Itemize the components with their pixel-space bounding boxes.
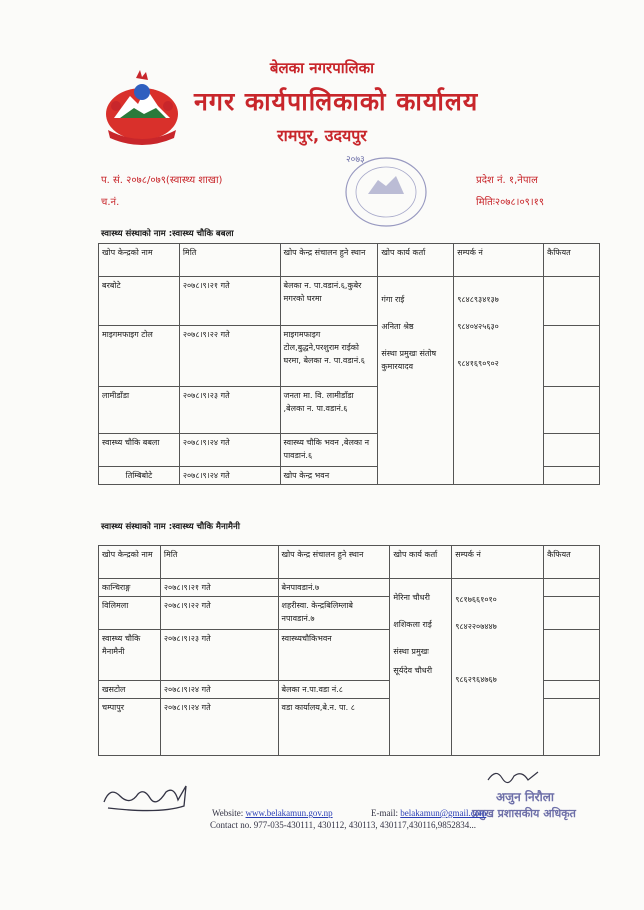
remarks-cell: [544, 579, 600, 597]
col-header: मिति: [160, 546, 278, 579]
center-date: २०७८।९।२१ गते: [179, 277, 280, 326]
table-row: [99, 579, 600, 597]
worker: संस्था प्रमुखः: [393, 647, 429, 656]
center-name: माइगमफाइग टोल: [99, 326, 180, 387]
contact: ९८६२९६४७६७: [455, 675, 497, 684]
col-header: खोप केन्द्रको नाम: [99, 244, 180, 277]
center-place: जनता मा. वि. लामीडाँडा ,बेलका न. पा.वडानं.६: [280, 387, 378, 434]
center-name: कान्चिराङ्ग: [99, 579, 161, 597]
remarks-cell: [544, 699, 600, 756]
left-signature: [100, 776, 196, 816]
signatory-title: प्रमुख प्रशासकीय अधिकृत: [472, 807, 576, 820]
col-header: खोप केन्द्र संचालन हुने स्थान: [280, 244, 378, 277]
worker: मेरिना चौधरी: [393, 593, 430, 602]
center-name: बरबोटे: [99, 277, 180, 326]
center-name: खसटोल: [99, 681, 161, 699]
footer-website-line: Website: www.belakamun.gov.np: [212, 808, 333, 818]
center-place: वडा कार्यालय,बे.न. पा. ८: [278, 699, 390, 756]
section1-title: स्वास्थ्य संस्थाको नाम :स्वास्थ्य चौकि बबला: [101, 229, 234, 239]
email-link[interactable]: belakamun@gmail.com: [400, 808, 487, 818]
col-header: खोप केन्द्रको नाम: [99, 546, 161, 579]
website-link[interactable]: www.belakamun.gov.np: [245, 808, 333, 818]
center-name: तिम्बिबोटे: [99, 467, 180, 485]
worker: गंगा राई: [381, 295, 405, 304]
remarks-cell: [544, 326, 600, 387]
center-date: २०७८।९।२४ गते: [160, 699, 278, 756]
center-date: २०७८।९।२४ गते: [179, 434, 280, 467]
section1-table: [98, 243, 600, 485]
stamp-year: २०७३: [346, 155, 365, 165]
remarks-cell: [544, 277, 600, 326]
remarks-cell: [544, 681, 600, 699]
center-date: २०७८।९।२२ गते: [160, 597, 278, 630]
footer-contact: Contact no. 977-035-430111, 430112, 430113, 430117,430116,9852834...: [210, 820, 476, 830]
col-header: खोप कार्य कर्ता: [390, 546, 452, 579]
worker: सूर्यदेव चौधरी: [393, 666, 433, 675]
contacts-cell: [452, 579, 544, 756]
workers-cell: [390, 579, 452, 756]
center-date: २०७८।९।२१ गते: [160, 579, 278, 597]
remarks-cell: [544, 387, 600, 434]
letter-date: मितिः२०७८।०९।१९: [476, 197, 545, 208]
col-header: कैफियत: [544, 244, 600, 277]
center-place: बेलका न. पा.वडानं.६,कुबेर मगरको घरमा: [280, 277, 378, 326]
remarks-cell: [544, 434, 600, 467]
office-location: रामपुर, उदयपुर: [277, 126, 367, 145]
center-place: बेलका न.पा.वडा नं.८: [278, 681, 390, 699]
remarks-cell: [544, 597, 600, 630]
center-date: २०७८।९।२४ गते: [179, 467, 280, 485]
table-header-row: [99, 546, 600, 579]
center-place: स्वास्थ्यचौकिभवन: [278, 630, 390, 681]
center-date: २०७८।९।२४ गते: [160, 681, 278, 699]
section2-table: [98, 545, 600, 756]
center-date: २०७८।९।२३ गते: [160, 630, 278, 681]
remarks-cell: [544, 630, 600, 681]
contact: ९८४०४२५६३०: [457, 322, 499, 331]
center-name: विलिमला: [99, 597, 161, 630]
center-date: २०७८।९।२२ गते: [179, 326, 280, 387]
col-header: सम्पर्क नं: [454, 244, 544, 277]
col-header: सम्पर्क नं: [452, 546, 544, 579]
center-place: स्वास्थ्य चौकि भवन ,बेलका न पावडानं.६: [280, 434, 378, 467]
remarks-cell: [544, 467, 600, 485]
contact: ९८४८९३४१३७: [457, 295, 499, 304]
center-date: २०७८।९।२३ गते: [179, 387, 280, 434]
contact: ९८४२२०७४४७: [455, 622, 497, 631]
center-name: चम्पापुर: [99, 699, 161, 756]
signatory-name: अजुन निरौला: [496, 790, 554, 804]
col-header: मिति: [179, 244, 280, 277]
right-signature: [484, 766, 544, 788]
province-label: प्रदेश नं. १,नेपाल: [476, 175, 538, 186]
center-place: माइगमफाइग टोल,बुद्धने,परशुराम राईको घरमा, बेलका न. पा.वडानं.६: [280, 326, 378, 387]
reference-number: प. सं. २०७८/०७९(स्वास्थ्य शाखा): [101, 175, 223, 186]
center-place: खोप केन्द्र भवन: [280, 467, 378, 485]
section2-title: स्वास्थ्य संस्थाको नाम :स्वास्थ्य चौकि मैनामैनी: [101, 522, 240, 532]
office-title: नगर कार्यपालिकाको कार्यालय: [194, 87, 479, 116]
contact: ९८४१६९०९०२: [457, 359, 499, 368]
worker: अनिता श्रेष्ठ: [381, 322, 414, 331]
center-name: स्वास्थ्य चौकि बबला: [99, 434, 180, 467]
contacts-cell: [454, 277, 544, 485]
col-header: खोप केन्द्र संचालन हुने स्थान: [278, 546, 390, 579]
center-name: लामीडाँडा: [99, 387, 180, 434]
table-header-row: [99, 244, 600, 277]
col-header: खोप कार्य कर्ता: [378, 244, 454, 277]
center-name: स्वास्थ्य चौकि मैनामैनी: [99, 630, 161, 681]
worker: संस्था प्रमुखः संतोष कुमारयादव: [381, 349, 437, 371]
worker: शशिकला राई: [393, 620, 432, 629]
municipality-name: बेलका नगरपालिका: [269, 59, 375, 77]
dispatch-number: च.नं.: [101, 197, 120, 208]
col-header: कैफियत: [544, 546, 600, 579]
contact: ९८१७६६१०१०: [455, 595, 497, 604]
workers-cell: [378, 277, 454, 485]
footer-email-line: E-mail: belakamun@gmail.com: [371, 808, 487, 818]
table-row: [99, 277, 600, 326]
center-place: बेनपावडानं.७: [278, 579, 390, 597]
center-place: शहरीस्वा. केन्द्रबिलिम्लाबे नपावडानं.७: [278, 597, 390, 630]
